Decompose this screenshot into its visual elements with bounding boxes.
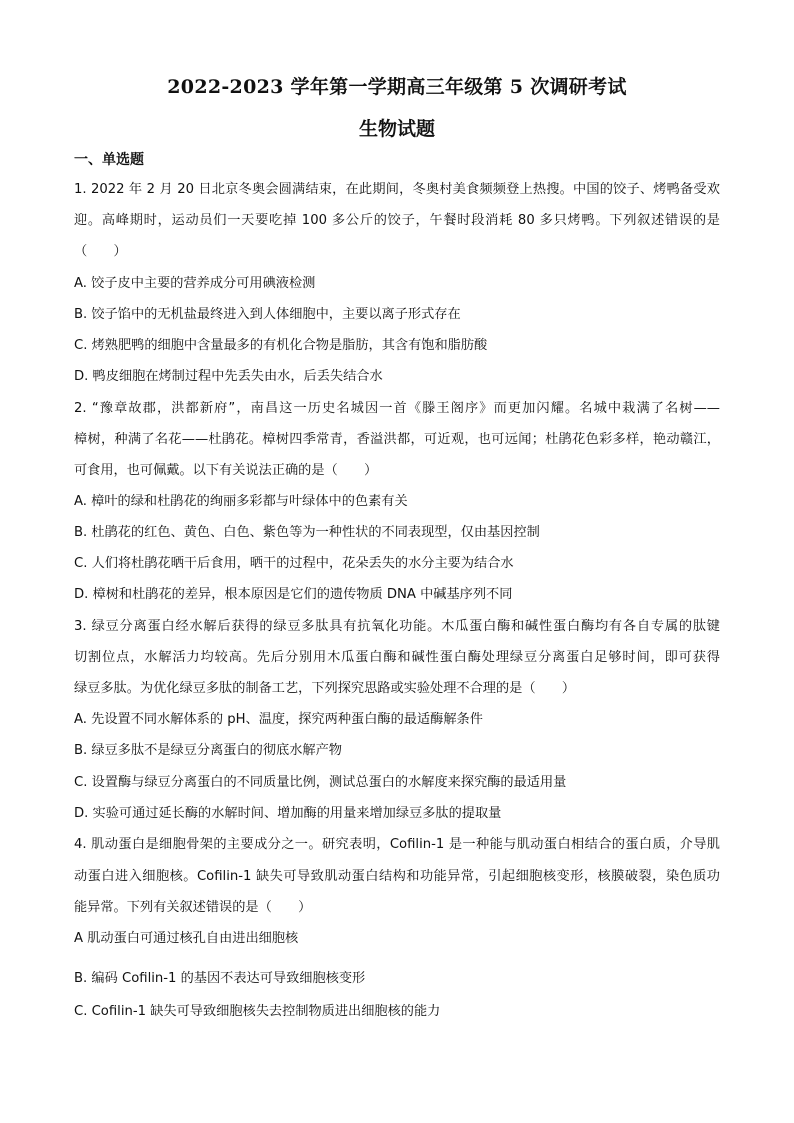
- q3-option-a: A. 先设置不同水解体系的 pH、温度，探究两种蛋白酶的最适酶解条件: [74, 712, 483, 727]
- q1-stem-line: 迎。高峰期时，运动员们一天要吃掉 100 多公斤的饺子，午餐时段消耗 80 多只烤鸭。下列叙述错误的是: [74, 213, 720, 228]
- q4-option-b: B. 编码 Cofilin-1 的基因不表达可导致细胞核变形: [74, 971, 366, 986]
- q1-stem-line: （ ）: [74, 244, 127, 259]
- q1-option-d: D. 鸭皮细胞在烤制过程中先丢失由水，后丢失结合水: [74, 369, 383, 384]
- exam-title: 2022-2023 学年第一学期高三年级第 5 次调研考试: [167, 76, 627, 98]
- q1-stem-line: 1. 2022 年 2 月 20 日北京冬奥会圆满结束，在此期间，冬奥村美食频频登上热搜。中国的饺子、烤鸭备受欢: [74, 182, 720, 197]
- q4-stem-line: 动蛋白进入细胞核。Cofilin-1 缺失可导致肌动蛋白结构和功能异常，引起细胞核变形，核膜破裂，染色质功: [74, 869, 720, 884]
- q3-option-b: B. 绿豆多肽不是绿豆分离蛋白的彻底水解产物: [74, 743, 342, 758]
- q4-stem-line: 4. 肌动蛋白是细胞骨架的主要成分之一。研究表明，Cofilin-1 是一种能与肌动蛋白相结合的蛋白质，介导肌: [74, 837, 720, 852]
- q3-stem-line: 绿豆多肽。为优化绿豆多肽的制备工艺，下列探究思路或实验处理不合理的是（ ）: [74, 681, 576, 696]
- q2-stem-line: 可食用，也可佩戴。以下有关说法正确的是（ ）: [74, 463, 378, 478]
- q2-option-d: D. 樟树和杜鹃花的差异，根本原因是它们的遗传物质 DNA 中碱基序列不同: [74, 587, 513, 602]
- q4-option-a: A 肌动蛋白可通过核孔自由进出细胞核: [74, 931, 299, 946]
- section-heading: 一、单选题: [74, 152, 144, 168]
- q1-option-c: C. 烤熟肥鸭的细胞中含量最多的有机化合物是脂肪，其含有饱和脂肪酸: [74, 338, 488, 353]
- q2-option-c: C. 人们将杜鹃花晒干后食用，晒干的过程中，花朵丢失的水分主要为结合水: [74, 556, 514, 571]
- q1-option-a: A. 饺子皮中主要的营养成分可用碘液检测: [74, 276, 316, 291]
- q4-option-c: C. Cofilin-1 缺失可导致细胞核失去控制物质进出细胞核的能力: [74, 1004, 441, 1019]
- q1-option-b: B. 饺子馅中的无机盐最终进入到人体细胞中，主要以离子形式存在: [74, 307, 461, 322]
- q4-stem-line: 能异常。下列有关叙述错误的是（ ）: [74, 900, 312, 915]
- q2-stem-line: 樟树，种满了名花——杜鹃花。樟树四季常青，香溢洪都，可近观，也可远闻；杜鹃花色彩多样，艳动赣江，: [74, 432, 720, 447]
- q3-option-c: C. 设置酶与绿豆分离蛋白的不同质量比例，测试总蛋白的水解度来探究酶的最适用量: [74, 775, 567, 790]
- q3-option-d: D. 实验可通过延长酶的水解时间、增加酶的用量来增加绿豆多肽的提取量: [74, 806, 502, 821]
- q3-stem-line: 切割位点，水解活力均较高。先后分别用木瓜蛋白酶和碱性蛋白酶处理绿豆分离蛋白足够时间，即可获得: [74, 650, 720, 665]
- q3-stem-line: 3. 绿豆分离蛋白经水解后获得的绿豆多肽具有抗氧化功能。木瓜蛋白酶和碱性蛋白酶均有各自专属的肽键: [74, 619, 720, 634]
- q2-option-a: A. 樟叶的绿和杜鹃花的绚丽多彩都与叶绿体中的色素有关: [74, 494, 408, 509]
- q2-option-b: B. 杜鹃花的红色、黄色、白色、紫色等为一种性状的不同表现型，仅由基因控制: [74, 525, 540, 540]
- q2-stem-line: 2. “豫章故郡，洪都新府”，南昌这一历史名城因一首《滕王阁序》而更加闪耀。名城中栽满了名树——: [74, 401, 720, 416]
- exam-subtitle: 生物试题: [358, 118, 435, 140]
